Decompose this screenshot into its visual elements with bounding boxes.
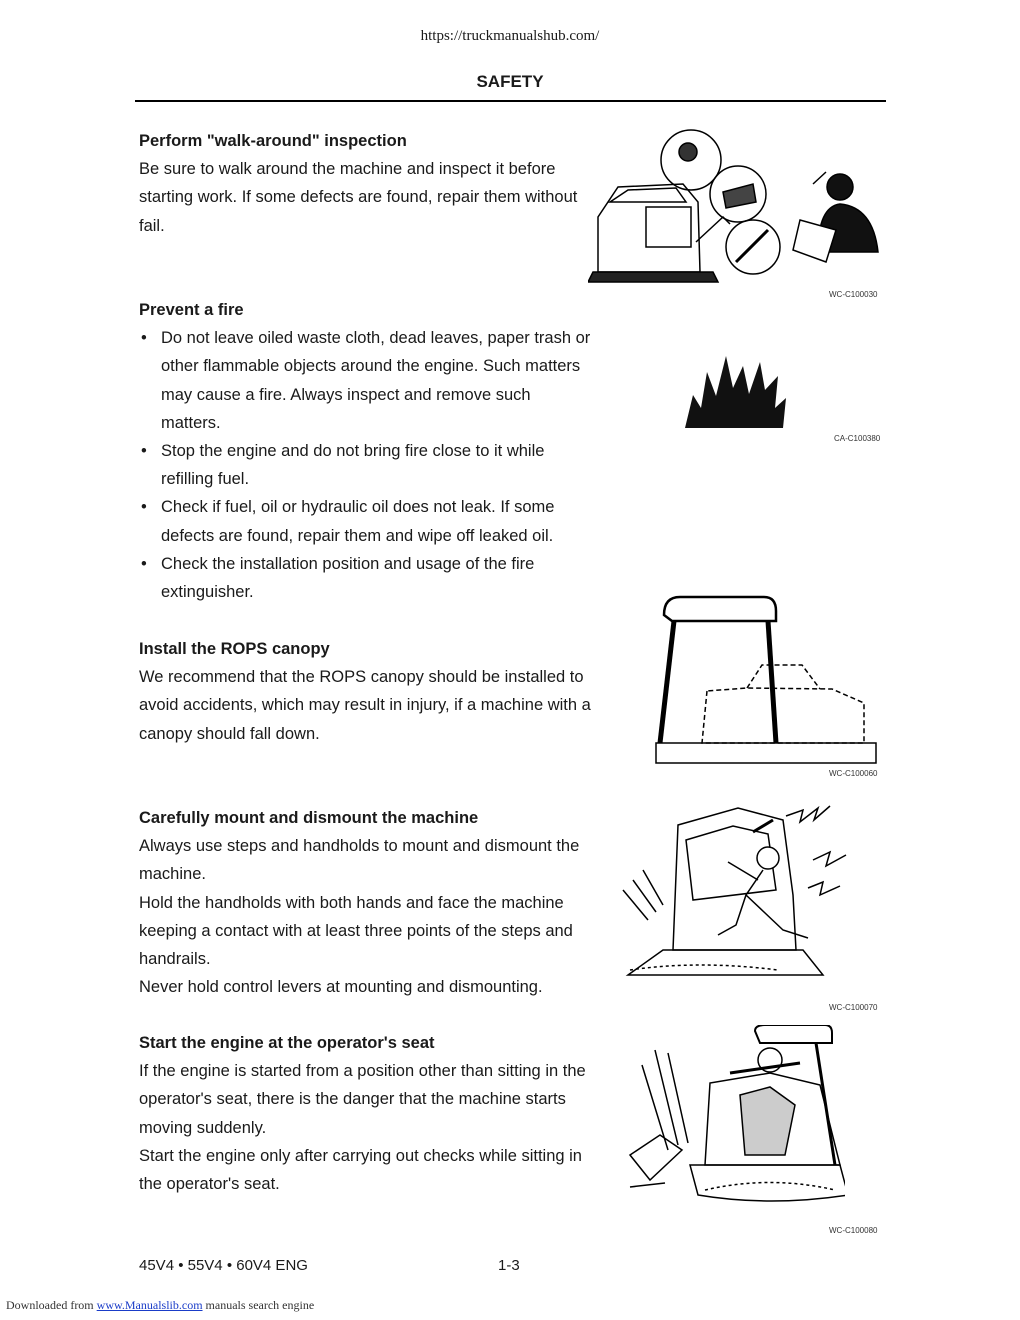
manualslib-link[interactable]: www.Manualslib.com bbox=[96, 1298, 203, 1312]
section-paragraph: Hold the handholds with both hands and face the machine keeping a contact with at least three points of the steps and handrails. bbox=[139, 893, 573, 969]
section-paragraph: Be sure to walk around the machine and inspect it before starting work. If some defects are found, repair them without fail. bbox=[139, 160, 578, 235]
figure-code: WC-C100030 bbox=[829, 290, 878, 299]
bullet-item: • Do not leave oiled waste cloth, dead leaves, paper trash or other flammable objects around the engine. Such matters may cause a fire. Always inspect and remove such matters. bbox=[139, 324, 594, 437]
section-paragraph: If the engine is started from a position other than sitting in the operator's seat, there is the danger that the machine starts moving suddenly. bbox=[139, 1062, 586, 1137]
figure-code: WC-C100060 bbox=[829, 769, 878, 778]
page-title: SAFETY bbox=[476, 72, 544, 91]
section-heading: Perform "walk-around" inspection bbox=[139, 132, 407, 150]
fire-flame-illustration bbox=[683, 350, 788, 430]
bullet-item: • Check if fuel, oil or hydraulic oil does not leak. If some defects are found, repair them and wipe off leaked oil. bbox=[139, 493, 594, 549]
section-paragraph: Always use steps and handholds to mount and dismount the machine. bbox=[139, 837, 580, 884]
section-walk-around bbox=[139, 127, 594, 240]
figure-code: WC-C100070 bbox=[829, 1003, 878, 1012]
figure-code: WC-C100080 bbox=[829, 1226, 878, 1235]
section-heading: Start the engine at the operator's seat bbox=[139, 1034, 435, 1052]
section-heading: Install the ROPS canopy bbox=[139, 640, 330, 658]
download-note bbox=[6, 1298, 314, 1313]
section-paragraph: Start the engine only after carrying out checks while sitting in the operator's seat. bbox=[139, 1146, 582, 1194]
section-mount-dismount bbox=[139, 804, 594, 1001]
rops-canopy-illustration bbox=[652, 593, 882, 768]
footer-model: 45V4 • 55V4 • 60V4 ENG bbox=[139, 1257, 308, 1274]
download-prefix: Downloaded from bbox=[6, 1298, 94, 1312]
section-prevent-fire bbox=[139, 296, 594, 606]
section-paragraph: We recommend that the ROPS canopy should be installed to avoid accidents, which may result in injury, if a machine with a canopy should fall down. bbox=[139, 668, 591, 743]
mount-dismount-illustration bbox=[618, 800, 863, 1000]
operator-seat-illustration bbox=[620, 1025, 845, 1210]
source-url: https://truckmanualshub.com/ bbox=[420, 28, 600, 44]
page-number: 1-3 bbox=[498, 1257, 520, 1274]
bullet-item: • Check the installation position and usage of the fire extinguisher. bbox=[139, 550, 594, 606]
section-heading: Prevent a fire bbox=[139, 301, 244, 319]
section-paragraph: Never hold control levers at mounting and dismounting. bbox=[139, 978, 543, 997]
section-start-engine bbox=[139, 1029, 594, 1198]
bullet-list bbox=[139, 324, 594, 606]
header-rule bbox=[135, 100, 886, 102]
figure-code: CA-C100380 bbox=[834, 434, 881, 443]
section-rops-canopy bbox=[139, 635, 594, 748]
section-heading: Carefully mount and dismount the machine bbox=[139, 809, 479, 827]
walk-around-illustration bbox=[588, 122, 883, 287]
bullet-item: • Stop the engine and do not bring fire close to it while refilling fuel. bbox=[139, 437, 594, 493]
download-suffix: manuals search engine bbox=[205, 1298, 315, 1312]
